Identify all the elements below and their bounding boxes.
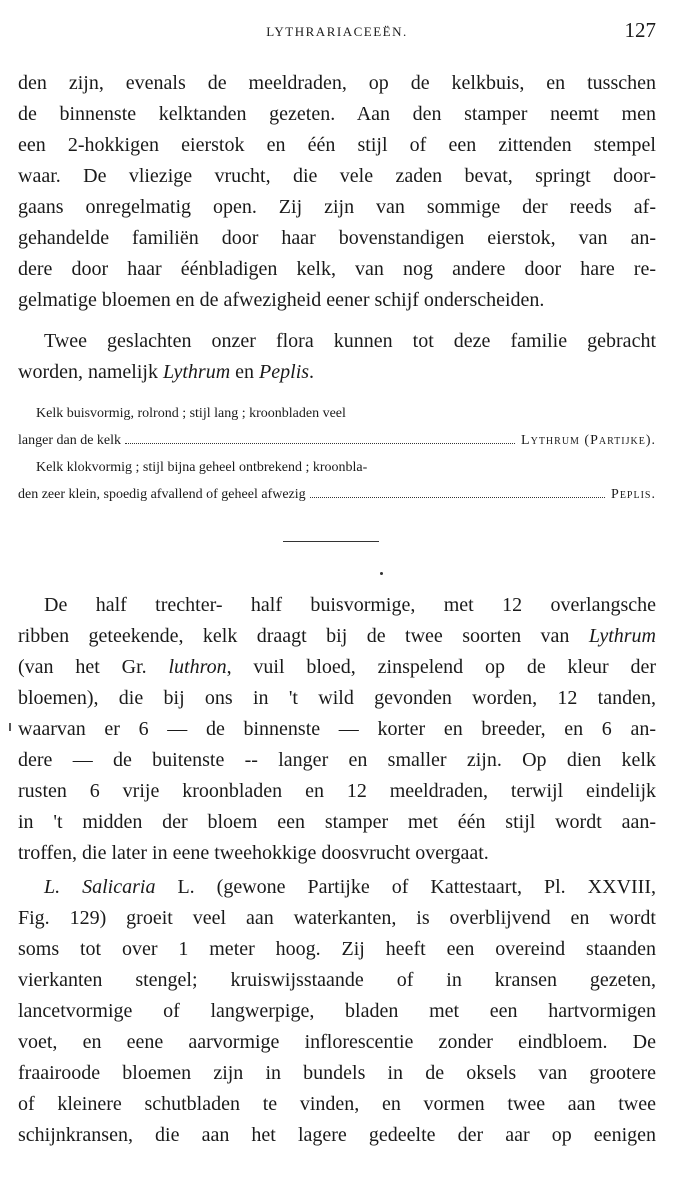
paragraph-family-description bbox=[18, 68, 656, 316]
text-line: een 2-hokkigen eierstok en één stijl of een zittenden stempel bbox=[18, 134, 656, 156]
paragraph-lythrum-calyx bbox=[18, 590, 656, 869]
text-line: waar. De vliezige vrucht, die vele zaden bevat, springt door- bbox=[18, 165, 656, 187]
text-line: fraairoode bloemen zijn in bundels in de oksels van grootere bbox=[18, 1062, 656, 1084]
genus-name: Peplis bbox=[259, 361, 310, 383]
text-fragment: , vuil bloed, zinspelend op de kleur der bbox=[226, 656, 656, 678]
margin-mark bbox=[9, 723, 11, 731]
text-line: of kleinere schutbladen te vinden, en vormen twee aan twee bbox=[18, 1093, 656, 1115]
text-fragment: ribben geteekende, kelk draagt bij de twee soorten van bbox=[18, 625, 589, 647]
text-line: Twee geslachten onzer flora kunnen tot deze familie gebracht bbox=[44, 330, 656, 352]
text-line: troffen, die later in eene tweehokkige doosvrucht overgaat. bbox=[18, 842, 489, 864]
text-line: De half trechter- half buisvormige, met 12 overlangsche bbox=[44, 594, 656, 616]
text-line: schijnkransen, die aan het lagere gedeelte der aar op eenigen bbox=[18, 1124, 656, 1146]
text-line: voet, en eene aarvormige inflorescentie zonder eindbloem. De bbox=[18, 1031, 656, 1053]
key-text: den zeer klein, spoedig afvallend of geheel afwezig bbox=[18, 487, 306, 502]
text-line: dere door haar éénbladigen kelk, van nog andere door hare re- bbox=[18, 258, 656, 280]
dot-leader bbox=[310, 497, 605, 498]
text-line: bloemen), die bij ons in 't wild gevonden worden, 12 tanden, bbox=[18, 687, 656, 709]
key-genus: Lythrum (Partijke). bbox=[521, 433, 656, 448]
text-line bbox=[18, 621, 656, 652]
genus-name: Lythrum bbox=[588, 625, 656, 647]
key-entry-peplis bbox=[18, 481, 656, 508]
greek-term: luthron bbox=[168, 656, 227, 678]
text-line bbox=[18, 652, 656, 683]
key-text: langer dan de kelk bbox=[18, 433, 122, 448]
text-line: dere — de buitenste -- langer en smaller zijn. Op dien kelk bbox=[18, 749, 656, 771]
text-line: gelmatige bloemen en de afwezigheid eener schijf onderscheiden. bbox=[18, 289, 545, 311]
section-divider bbox=[283, 541, 379, 542]
text-line: Fig. 129) groeit veel aan waterkanten, is overblijvend en wordt bbox=[18, 907, 656, 929]
dot-leader bbox=[125, 443, 515, 444]
paragraph-genera-intro bbox=[18, 326, 656, 388]
key-line: Kelk klokvormig ; stijl bijna geheel ontbrekend ; kroonbla- bbox=[36, 460, 368, 475]
text-line: in 't midden der bloem een stamper met één stijl wordt aan- bbox=[18, 811, 656, 833]
text-fragment: (van het Gr. bbox=[18, 656, 169, 678]
genus-name: Lythrum bbox=[162, 361, 231, 383]
page-header bbox=[18, 18, 656, 48]
print-speck bbox=[380, 572, 383, 575]
text-line: waarvan er 6 — de binnenste — korter en breeder, en 6 an- bbox=[18, 718, 656, 740]
text-fragment: . bbox=[309, 361, 315, 383]
text-fragment: worden, namelijk bbox=[18, 361, 163, 383]
text-fragment: L. (gewone Partijke of Kattestaart, Pl. XXVIII, bbox=[155, 876, 656, 898]
text-line bbox=[18, 872, 656, 903]
text-line: soms tot over 1 meter hoog. Zij heeft een overeind staanden bbox=[18, 938, 656, 960]
page-number: 127 bbox=[624, 18, 656, 42]
text-line: gehandelde familiën door haar bovenstandigen eierstok, van an- bbox=[18, 227, 656, 249]
identification-key bbox=[18, 400, 656, 508]
key-line: Kelk buisvormig, rolrond ; stijl lang ; kroonbladen veel bbox=[36, 406, 346, 421]
text-line: gaans onregelmatig open. Zij zijn van sommige der reeds af- bbox=[18, 196, 656, 218]
text-line: rusten 6 vrije kroonbladen en 12 meeldraden, terwijl eindelijk bbox=[18, 780, 656, 802]
text-line bbox=[18, 357, 656, 388]
text-line: vierkanten stengel; kruiswijsstaande of in kransen gezeten, bbox=[18, 969, 656, 991]
text-fragment: en bbox=[230, 361, 260, 383]
species-name: L. Salicaria bbox=[44, 876, 156, 898]
paragraph-lythrum-salicaria bbox=[18, 872, 656, 1151]
text-line: den zijn, evenals de meeldraden, op de kelkbuis, en tusschen bbox=[18, 72, 656, 94]
running-title: LYTHRARIACEEËN. bbox=[266, 24, 408, 39]
text-line: lancetvormige of langwerpige, bladen met een hartvormigen bbox=[18, 1000, 656, 1022]
text-line: de binnenste kelktanden gezeten. Aan den stamper neemt men bbox=[18, 103, 656, 125]
key-genus: Peplis. bbox=[611, 487, 656, 502]
key-entry-lythrum bbox=[18, 427, 656, 454]
